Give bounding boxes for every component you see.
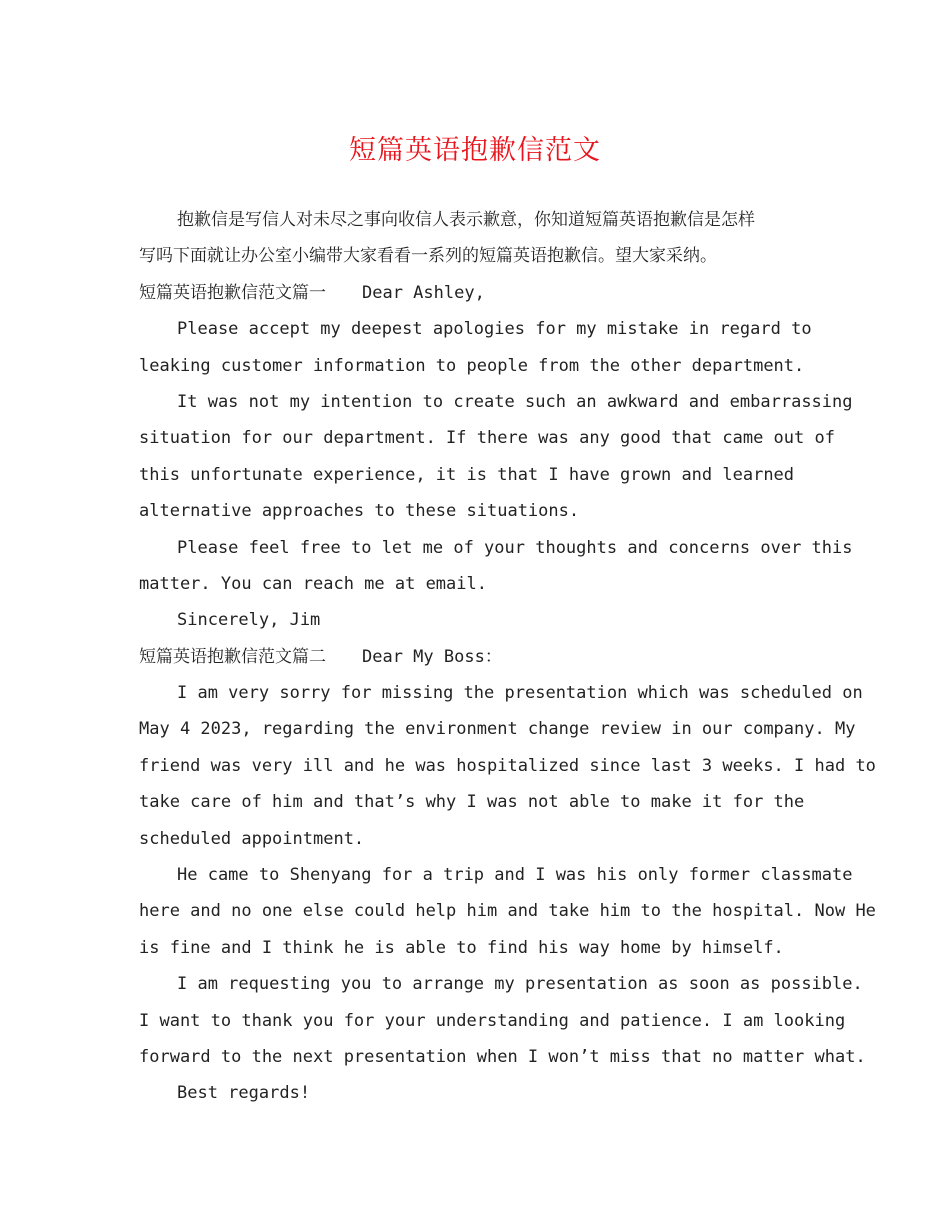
- letter1-signoff: Sincerely, Jim: [177, 610, 321, 631]
- letter2-line: I want to thank you for your understanding and patience. I am looking: [139, 1010, 846, 1031]
- letter1-line: situation for our department. If there was any good that came out of: [139, 428, 835, 449]
- letter2-heading: 短篇英语抱歉信范文篇二: [139, 646, 326, 667]
- letter2-line: here and no one else could help him and take him to the hospital. Now He: [139, 901, 876, 922]
- letter1-line: matter. You can reach me at email.: [139, 573, 487, 594]
- intro-line: 写吗下面就让办公室小编带大家看看一系列的短篇英语抱歉信。望大家采纳。: [139, 246, 717, 267]
- letter2-line: May 4 2023, regarding the environment change review in our company. My: [139, 719, 856, 740]
- letter1-line: this unfortunate experience, it is that I have grown and learned: [139, 464, 795, 485]
- letter2-line: He came to Shenyang for a trip and I was his only former classmate: [177, 865, 853, 886]
- letter2-salutation: Dear My Boss：: [362, 646, 502, 667]
- letter2-signoff: Best regards!: [177, 1083, 311, 1104]
- letter2-heading-row: [139, 639, 819, 675]
- letter1-heading-row: [139, 275, 819, 311]
- letter1-line: Please accept my deepest apologies for my mistake in regard to: [177, 319, 812, 340]
- letter2-line: scheduled appointment.: [139, 828, 365, 849]
- document-title: 短篇英语抱歉信范文: [349, 135, 601, 166]
- letter2-line: is fine and I think he is able to find his way home by himself.: [139, 937, 784, 958]
- letter1-line: alternative approaches to these situations.: [139, 501, 580, 522]
- letter1-heading: 短篇英语抱歉信范文篇一: [139, 282, 326, 303]
- letter2-line: take care of him and that’s why I was not able to make it for the: [139, 792, 805, 813]
- letter1-line: leaking customer information to people from the other department.: [139, 355, 805, 376]
- intro-line: 抱歉信是写信人对未尽之事向收信人表示歉意，你知道短篇英语抱歉信是怎样: [177, 210, 755, 230]
- letter2-line: I am requesting you to arrange my presentation as soon as possible.: [177, 974, 863, 995]
- letter2-line: I am very sorry for missing the presentation which was scheduled on: [177, 683, 863, 704]
- letter2-line: friend was very ill and he was hospitalized since last 3 weeks. I had to: [139, 755, 876, 776]
- letter2-line: forward to the next presentation when I won’t miss that no matter what.: [139, 1046, 866, 1067]
- letter1-line: Please feel free to let me of your thoughts and concerns over this: [177, 537, 853, 558]
- letter1-line: It was not my intention to create such an awkward and embarrassing: [177, 391, 853, 412]
- document-body: [139, 202, 876, 1112]
- letter1-salutation: Dear Ashley,: [362, 282, 485, 303]
